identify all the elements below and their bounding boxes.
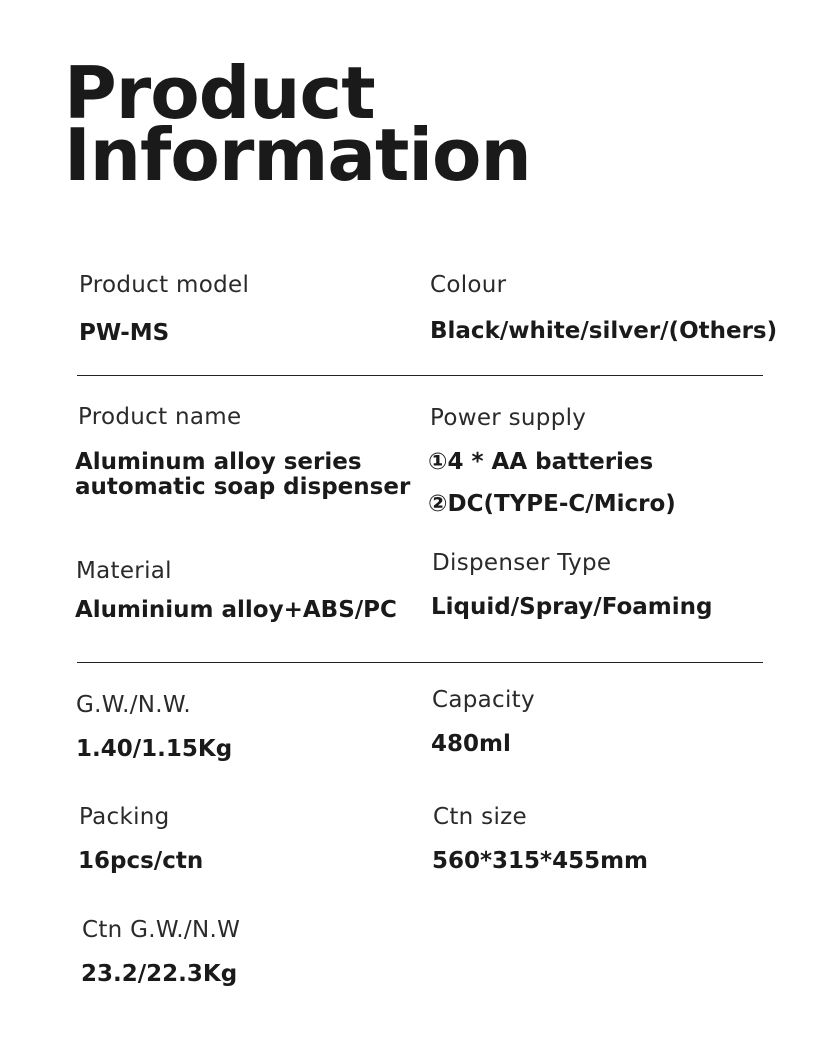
divider-2 bbox=[77, 662, 763, 663]
product-model-value: PW-MS bbox=[79, 320, 170, 346]
product-name-line-2: automatic soap dispenser bbox=[75, 474, 411, 500]
product-name-value bbox=[75, 450, 410, 500]
capacity-value: 480ml bbox=[431, 731, 511, 757]
product-model-label: Product model bbox=[79, 272, 250, 298]
packing-value: 16pcs/ctn bbox=[78, 848, 204, 874]
power-supply-label: Power supply bbox=[430, 405, 587, 431]
title-line-2: Information bbox=[64, 113, 531, 197]
page-title bbox=[64, 51, 531, 197]
power-supply-line-2: ②DC(TYPE-C/Micro) bbox=[428, 491, 676, 517]
capacity-label: Capacity bbox=[432, 687, 535, 713]
ctn-gw-nw-value: 23.2/22.3Kg bbox=[81, 961, 238, 987]
title-line-1: Product bbox=[64, 51, 375, 135]
material-label: Material bbox=[76, 558, 172, 584]
ctn-size-value: 560*315*455mm bbox=[432, 848, 649, 874]
ctn-size-label: Ctn size bbox=[433, 804, 527, 830]
dispenser-type-value: Liquid/Spray/Foaming bbox=[431, 594, 713, 620]
ctn-gw-nw-label: Ctn G.W./N.W bbox=[82, 917, 241, 943]
dispenser-type-label: Dispenser Type bbox=[432, 550, 612, 576]
gw-nw-label: G.W./N.W. bbox=[76, 692, 191, 718]
colour-value: Black/white/silver/(Others) bbox=[430, 318, 778, 344]
product-name-label: Product name bbox=[78, 404, 242, 430]
product-name-line-1: Aluminum alloy series bbox=[75, 449, 362, 475]
divider-1 bbox=[77, 375, 763, 376]
gw-nw-value: 1.40/1.15Kg bbox=[76, 736, 233, 762]
packing-label: Packing bbox=[79, 804, 170, 830]
colour-label: Colour bbox=[430, 272, 507, 298]
power-supply-line-1: ①4 * AA batteries bbox=[428, 449, 654, 475]
material-value: Aluminium alloy+ABS/PC bbox=[75, 597, 397, 623]
